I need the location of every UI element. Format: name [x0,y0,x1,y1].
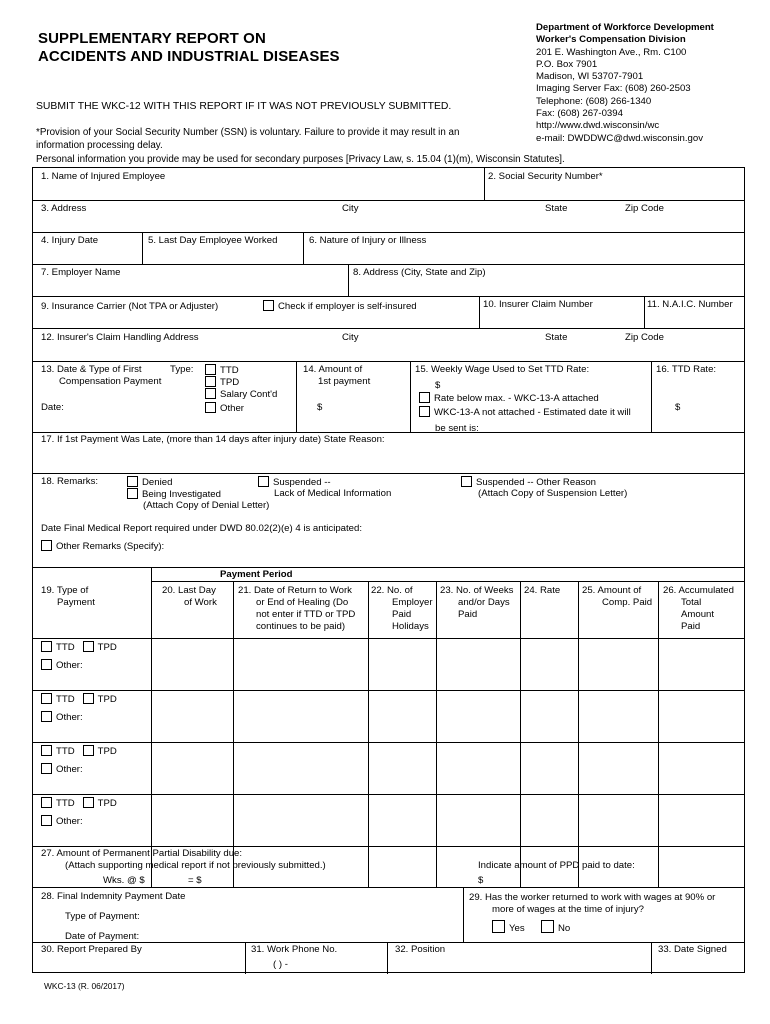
state-label: State [545,203,568,214]
other-remarks-checkbox[interactable] [41,540,52,551]
col-21-line: 21. Date of Return to Work [238,585,352,596]
field-17-label: 17. If 1st Payment Was Late, (more than 14 days after injury date) State Reason: [41,434,385,445]
type-ttd-checkbox[interactable] [205,364,216,375]
ttd-checkbox[interactable] [41,797,52,808]
col-22-line: Holidays [392,621,429,632]
lack-medical-label: Lack of Medical Information [274,488,392,499]
type-salary-label: Salary Cont'd [220,389,278,400]
field-5-label: 5. Last Day Employee Worked [148,235,278,246]
other-label: Other: [56,712,83,723]
dollar-sign: $ [478,875,484,886]
col-19-header [41,585,95,609]
field-16-label: 16. TTD Rate: [656,364,717,375]
field-11-label: 11. N.A.I.C. Number [647,299,733,310]
suspended-other-label: Suspended -- Other Reason [476,477,596,488]
other-label: Other: [56,816,83,827]
ttd-checkbox[interactable] [41,693,52,704]
field-3-label: 3. Address [41,203,87,214]
privacy-note: Personal information you provide may be used for secondary purposes [Privacy Law, s. 15.04 (1)(m), Wisconsin Statutes]. [36,154,565,165]
field-6-label: 6. Nature of Injury or Illness [309,235,427,246]
suspended-label: Suspended -- [273,477,331,488]
wks-label: Wks. @ $ [103,875,145,886]
col-22-header [371,585,433,633]
department-name: Department of Workforce Development [536,22,714,33]
type-other-option[interactable] [205,402,244,415]
suspended-other-checkbox[interactable] [461,476,472,487]
title-line-1: SUPPLEMENTARY REPORT ON [38,30,266,47]
payment-type-options [41,693,117,706]
other-checkbox[interactable] [41,659,52,670]
field-13-label-cont: Compensation Payment [59,376,162,387]
field-29-label: 29. Has the worker returned to work with wages at 90% or [469,892,716,903]
type-salary-checkbox[interactable] [205,388,216,399]
ppd-paid-label: Indicate amount of PPD paid to date: [478,860,635,871]
ttd-label: TTD [56,746,75,757]
no-label: No [558,923,571,934]
col-22-line: Paid [392,609,412,620]
field-31-label: 31. Work Phone No. [251,944,338,955]
field-33-label: 33. Date Signed [658,944,727,955]
tpd-label: TPD [97,798,117,809]
col-20-line: 20. Last Day [162,585,216,596]
col-26-header [663,585,734,633]
tpd-label: TPD [97,746,117,757]
provision-line-2: information processing delay. [36,139,163,151]
submit-note: SUBMIT THE WKC-12 WITH THIS REPORT IF IT WAS NOT PREVIOUSLY SUBMITTED. [36,101,452,112]
other-remarks-label: Other Remarks (Specify): [56,541,165,552]
col-23-header [440,585,513,621]
type-label: Type: [170,364,194,375]
col-26-line: Paid [681,621,701,632]
dollar-sign: $ [675,402,681,413]
col-21-line: not enter if TTD or TPD [256,609,356,620]
field-30-label: 30. Report Prepared By [41,944,142,955]
form-title [38,30,340,65]
field-4-label: 4. Injury Date [41,235,99,246]
ttd-label: TTD [56,694,75,705]
self-insured-checkbox[interactable] [263,300,274,311]
payment-type-options [41,797,117,810]
address-line: Madison, WI 53707-7901 [536,71,644,83]
yes-label: Yes [509,923,525,934]
payment-other-option [41,815,117,828]
field-14-label: 14. Amount of [303,364,363,375]
attach-suspension-note: (Attach Copy of Suspension Letter) [478,488,628,499]
payment-other-option [41,711,117,724]
equals-label: = $ [188,875,202,886]
type-tpd-checkbox[interactable] [205,376,216,387]
col-26-line: Total [681,597,702,608]
field-7-label: 7. Employer Name [41,267,121,278]
dollar-sign: $ [317,402,323,413]
form-number: WKC-13 (R. 06/2017) [44,981,125,991]
other-label: Other: [56,660,83,671]
zip-label: Zip Code [625,203,664,214]
no-option[interactable] [541,920,570,935]
col-19-line: Payment [57,597,95,608]
rate-below-option[interactable] [419,392,599,405]
table-row [41,641,117,672]
rate-below-label: Rate below max. - WKC-13-A attached [434,393,599,404]
payment-type-options [41,745,117,758]
col-21-header [238,585,355,633]
not-attached-label-cont: be sent is: [435,423,479,434]
provision-line-1: *Provision of your Social Security Number (SSN) is voluntary. Failure to provide it may result in an [36,127,460,138]
address-line: Telephone: (608) 266-1340 [536,95,652,107]
field-14-label-cont: 1st payment [318,376,371,387]
not-attached-option[interactable] [419,406,631,419]
payment-other-option [41,763,117,776]
ttd-checkbox[interactable] [41,641,52,652]
col-26-line: 26. Accumulated [663,585,734,596]
city-label: City [342,203,359,214]
field-29-label-cont: more of wages at the time of injury? [492,904,644,915]
investigated-checkbox[interactable] [127,488,138,499]
col-25-line: Comp. Paid [602,597,653,608]
field-13-label: 13. Date & Type of First [41,364,142,375]
date-label: Date: [41,402,64,413]
table-row [41,797,117,828]
type-other-label: Other [220,403,244,414]
field-8-label: 8. Address (City, State and Zip) [353,267,486,278]
tpd-checkbox[interactable] [83,693,94,704]
table-row [41,693,117,724]
rate-below-checkbox[interactable] [419,392,430,403]
date-of-payment-label: Date of Payment: [65,931,140,942]
payment-type-options [41,641,117,654]
self-insured-option[interactable] [263,300,417,313]
field-15-label: 15. Weekly Wage Used to Set TTD Rate: [415,364,590,375]
field-18-label: 18. Remarks: [41,476,99,487]
field-12-label: 12. Insurer's Claim Handling Address [41,332,199,343]
denied-label: Denied [142,477,173,488]
field-9-label: 9. Insurance Carrier (Not TPA or Adjuster) [41,301,219,312]
address-line: http://www.dwd.wisconsin/wc [536,120,660,132]
zip-label: Zip Code [625,332,664,343]
col-26-line: Amount [681,609,715,620]
division-name: Worker's Compensation Division [536,34,686,46]
address-line: Imaging Server Fax: (608) 260-2503 [536,83,691,95]
field-27-note: (Attach supporting medical report if not previously submitted.) [65,860,326,871]
not-attached-checkbox[interactable] [419,406,430,417]
ssn-provision-note [36,127,506,152]
col-25-header [582,585,652,609]
type-salary-option[interactable] [205,388,277,401]
tpd-checkbox[interactable] [83,797,94,808]
col-19-line: 19. Type of [41,585,89,596]
other-checkbox[interactable] [41,763,52,774]
other-checkbox[interactable] [41,815,52,826]
other-checkbox[interactable] [41,711,52,722]
address-line: e-mail: DWDDWC@dwd.wisconsin.gov [536,132,704,144]
col-22-line: Employer [392,597,433,608]
type-other-checkbox[interactable] [205,402,216,413]
report-form [32,167,745,973]
col-23-line: and/or Days [458,597,510,608]
denied-checkbox[interactable] [127,476,138,487]
col-25-line: 25. Amount of [582,585,642,596]
ttd-label: TTD [56,642,75,653]
type-tpd-label: TPD [220,377,240,388]
table-row [41,745,117,776]
not-attached-label: WKC-13-A not attached - Estimated date it will [434,407,631,418]
phone-format: ( ) - [273,959,288,970]
col-23-line: Paid [458,609,478,620]
investigated-label: Being Investigated [142,489,221,500]
field-1-label: 1. Name of Injured Employee [41,171,166,182]
tpd-checkbox[interactable] [83,745,94,756]
no-checkbox[interactable] [541,920,554,933]
field-10-label: 10. Insurer Claim Number [483,299,593,310]
address-line: 201 E. Washington Ave., Rm. C100 [536,46,687,58]
department-info [536,22,714,145]
tpd-label: TPD [97,694,117,705]
yes-checkbox[interactable] [492,920,505,933]
type-of-payment-label: Type of Payment: [65,911,140,922]
title-line-2: ACCIDENTS AND INDUSTRIAL DISEASES [38,47,340,65]
ttd-checkbox[interactable] [41,745,52,756]
yes-option[interactable] [492,920,525,935]
dollar-sign: $ [435,380,441,391]
payment-period-header: Payment Period [220,569,293,580]
attach-denial-note: (Attach Copy of Denial Letter) [143,500,270,511]
field-2-label: 2. Social Security Number* [488,171,603,182]
suspended-checkbox[interactable] [258,476,269,487]
col-23-line: 23. No. of Weeks [440,585,514,596]
address-line: Fax: (608) 267-0394 [536,108,623,120]
state-label: State [545,332,568,343]
col-20-line: of Work [184,597,217,608]
tpd-label: TPD [97,642,117,653]
other-remarks-option[interactable] [41,540,164,553]
col-24-header: 24. Rate [524,585,561,596]
type-ttd-label: TTD [220,365,239,376]
field-28-label: 28. Final Indemnity Payment Date [41,891,186,902]
col-22-line: 22. No. of [371,585,413,596]
address-line: P.O. Box 7901 [536,58,598,70]
col-21-line: or End of Healing (Do [256,597,349,608]
col-21-line: continues to be paid) [256,621,346,632]
tpd-checkbox[interactable] [83,641,94,652]
city-label: City [342,332,359,343]
payment-other-option [41,659,117,672]
field-32-label: 32. Position [395,944,446,955]
other-label: Other: [56,764,83,775]
final-medical-label: Date Final Medical Report required under DWD 80.02(2)(e) 4 is anticipated: [41,523,363,534]
self-insured-label: Check if employer is self-insured [278,301,417,312]
field-27-label: 27. Amount of Permanent Partial Disability due: [41,848,243,859]
col-20-header [162,585,217,609]
ttd-label: TTD [56,798,75,809]
